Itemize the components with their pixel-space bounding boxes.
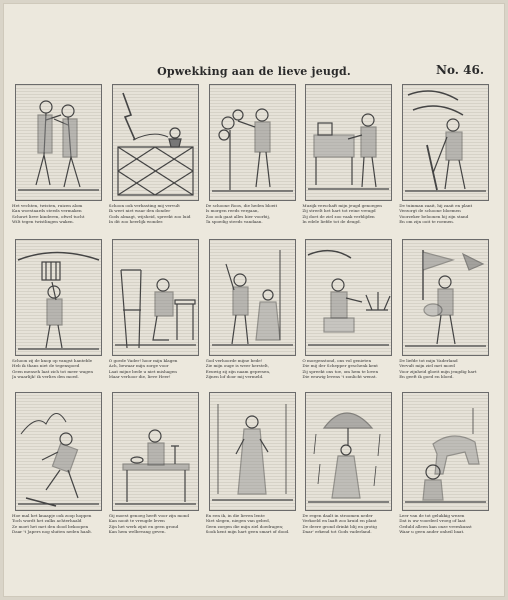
- verse-line: Daar' erkend tot Gods vaderland.: [302, 529, 372, 535]
- panel-verse: [12, 358, 108, 380]
- verse-line: Zie mijn ouge is weer herstelt,: [205, 363, 270, 369]
- panel-verse: [12, 513, 108, 535]
- verse-line: Ik weet niet waar den donder: [108, 208, 171, 214]
- verse-line: Zijnen lof door mij vermeld.: [205, 374, 264, 380]
- verse-line: Schoon zij de knop op vangst hanteble: [12, 358, 93, 363]
- panel-verse: [399, 358, 495, 380]
- verse-line: De schoone Roos, die heden bloeit: [205, 203, 278, 208]
- verse-line: De regen daalt in stroomen neder: [302, 513, 373, 518]
- verse-line: Kan woestaards steeds vermaken: [12, 208, 82, 214]
- woodcut-gardener: [402, 84, 489, 201]
- verse-line: Dat is uw voordeel vroeg of laat: [399, 518, 466, 524]
- panel-2: [109, 84, 206, 239]
- verse-line: Ta spoedig steeds vandaan.: [205, 219, 263, 225]
- verse-line: Zij streelt het hart tot reine vreugd: [302, 208, 376, 214]
- panel-7: [109, 239, 206, 392]
- verse-line: Schuwt lieve kinderen, ofwel tucht: [12, 213, 85, 219]
- panel-verse: [12, 203, 108, 225]
- panel-5: [399, 84, 496, 239]
- woodcut-boy-sunrise: [305, 239, 392, 356]
- verse-line: In dit zoo heerlijk wonder.: [108, 219, 164, 225]
- verse-line: Daar 't Japers nog sluiten neden haalt.: [12, 529, 93, 535]
- panel-10: [399, 239, 496, 392]
- verse-line: Geen menseh laat zich tot meer wagen: [12, 368, 93, 374]
- verse-line: Laat mijne bede u niet mishagen: [108, 368, 177, 374]
- verse-line: O goede Vader! hoor mijn klagen: [108, 358, 178, 363]
- woodcut-lightning-window: [112, 84, 199, 201]
- verse-line: Wilt tegen twistlingen waken.: [12, 219, 74, 225]
- verse-line: Voorzeker beloonen hij zijn stand: [399, 213, 469, 219]
- panel-grid: [12, 84, 496, 562]
- woodcut-boy-piano: [305, 84, 392, 201]
- woodcut-girl-standing: [209, 392, 296, 511]
- verse-line: En geeft ik goed en bloed.: [399, 374, 454, 380]
- verse-line: Muzijk verschaft mijn jeugd genoegen: [302, 203, 382, 208]
- panel-verse: [302, 358, 398, 380]
- verse-line: En om zijn ooit te roemen.: [399, 219, 455, 225]
- verse-line: Verkoeld en laaft zoo kruid en plant: [302, 518, 377, 524]
- verse-line: Eeuwig zij zijn naam gepresen,: [205, 368, 271, 374]
- verse-line: Schoon ook verbasting mij vervult: [108, 203, 180, 208]
- verse-line: Kan hem welbevang geven.: [108, 529, 166, 535]
- verse-line: Ja waarlijk! ik verlies den moed.: [12, 374, 79, 380]
- panel-3: [206, 84, 303, 239]
- woodcut-boy-at-table: [112, 392, 199, 511]
- verse-line: Geduld alleen kan onze vreeskunst: [399, 523, 472, 529]
- verse-line: Ach, bewaar mijn zorge voor: [108, 363, 169, 369]
- verse-line: Zoo ook gaat alles hier voorbij,: [205, 213, 271, 219]
- panel-verse: [206, 358, 302, 380]
- verse-line: De tuinman zaait, hij zaait en plant: [399, 203, 473, 208]
- verse-line: Vervult mijn ziel met moed: [399, 363, 455, 369]
- verse-line: Niet slegen, niegen van gebed,: [205, 518, 271, 524]
- verse-line: De deere grond drinkt blij en grotig: [302, 523, 377, 529]
- verse-line: Geen zorgen die mijn ziel doedragen;: [205, 523, 284, 529]
- verse-line: Ze moet het met den dood bekoopen: [12, 523, 89, 529]
- verse-line: Gij moest genoeg heeft voor zijn mond: [108, 513, 189, 518]
- panel-9: [302, 239, 399, 392]
- verse-line: Maar verhoor die, lieve Heer!: [108, 374, 171, 380]
- verse-line: Die eeuwig levens 't zonlicht wenst.: [302, 374, 377, 380]
- panel-verse: [109, 513, 205, 535]
- panel-15: [399, 392, 496, 562]
- panel-11: [12, 392, 109, 562]
- woodcut-boy-praying: [112, 239, 199, 356]
- verse-line: Het vechten, twisten, ruizen alom: [12, 203, 83, 208]
- verse-line: Die mij der Schepper geschenk kent: [302, 363, 378, 369]
- panel-13: [206, 392, 303, 562]
- panel-14: [302, 392, 399, 562]
- panel-6: [12, 239, 109, 392]
- woodcut-boy-drum-flag: [402, 239, 489, 356]
- verse-line: Verzorgt de schoone bloemen: [399, 208, 461, 214]
- woodcut-boy-and-girl: [209, 239, 296, 356]
- panel-verse: [399, 203, 495, 225]
- panel-12: [109, 392, 206, 562]
- verse-line: In edele liefde tot de deugd.: [302, 219, 361, 225]
- panel-1: [12, 84, 109, 239]
- panel-verse: [206, 203, 302, 225]
- verse-line: De liefde tot mijn Vaderland: [399, 358, 458, 363]
- verse-line: O morgenstond, ons vol genieten: [302, 358, 372, 363]
- verse-line: Zij spreekt ons toe, om hem te loven: [302, 368, 379, 374]
- verse-line: Gods almagt, wijsheid, spreekt zoo luid: [108, 213, 191, 219]
- verse-line: Is morgen reeds vergaan,: [205, 208, 259, 214]
- verse-line: En een ik, in die lieven lente: [205, 513, 265, 518]
- verse-line: Zijn het werk zijnt en geen grond: [108, 523, 179, 529]
- woodcut-fighting-boys: [15, 84, 102, 201]
- woodcut-boy-hopping: [15, 392, 102, 511]
- woodcut-dog-attacking-boy: [402, 392, 489, 511]
- woodcut-girl-umbrella-rain: [305, 392, 392, 511]
- print-sheet: [4, 4, 504, 596]
- verse-line: Heb ik thans niet de tegenspoed: [12, 363, 80, 369]
- verse-line: Voor zijnheid gloeit mijn jeugdig hart: [399, 368, 477, 374]
- verse-line: Waar u geen ander onheil baat.: [399, 529, 465, 535]
- print-title: Opwekking aan de lieve jeugd.: [157, 65, 351, 78]
- panel-verse: [109, 203, 205, 225]
- verse-line: Hoe mal het knaapje ook zoop hoppen: [12, 513, 92, 518]
- verse-line: Leer van de tot gelukkig wezen: [399, 513, 465, 518]
- woodcut-boy-birdcage: [15, 239, 102, 356]
- verse-line: Toch wordt het zulks achterhaald: [12, 518, 82, 524]
- verse-line: God verhoorde mijne bede!: [205, 358, 263, 363]
- verse-line: Kan nooit te vreugde leven: [108, 518, 165, 524]
- panel-verse: [399, 513, 495, 535]
- panel-4: [302, 84, 399, 239]
- verse-line: Sook kent mijn hart geen smart of dood.: [205, 529, 290, 535]
- panel-verse: [206, 513, 302, 535]
- panel-verse: [302, 203, 398, 225]
- panel-verse: [109, 358, 205, 380]
- panel-verse: [302, 513, 398, 535]
- panel-8: [206, 239, 303, 392]
- verse-line: Zij doet de ziel zoo vaak verblijden: [302, 213, 375, 219]
- print-number: No. 46.: [436, 63, 484, 77]
- woodcut-boy-rose-bush: [209, 84, 296, 201]
